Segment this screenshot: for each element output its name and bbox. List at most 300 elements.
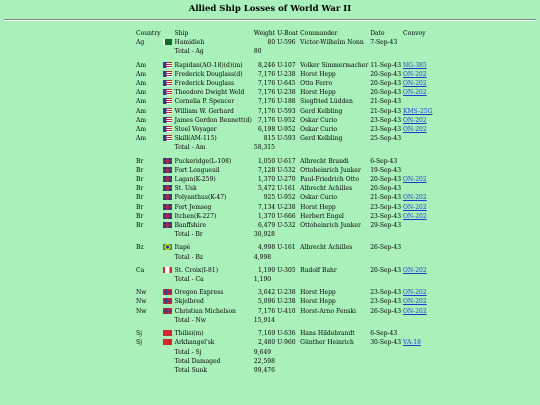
commander-name: Herbert Engel xyxy=(300,212,344,220)
uboat-id: U-410 xyxy=(277,307,296,315)
flag-cell xyxy=(162,288,174,297)
ship-weight: 7,128 xyxy=(257,166,276,174)
loss-date: 29-Sep-43 xyxy=(370,222,402,230)
ship-weight: 3,642 xyxy=(257,289,276,297)
uboat-id: U-238 xyxy=(277,203,296,211)
page-title: Allied Ship Losses of World War II xyxy=(188,4,352,14)
uboat-id: U-305 xyxy=(277,266,296,274)
table-row xyxy=(135,175,433,184)
convoy-cell[interactable] xyxy=(402,193,433,202)
total-value: 9,649 xyxy=(253,348,272,356)
total-row xyxy=(135,366,433,375)
empty-cell xyxy=(162,357,174,366)
total-label: Total - Nw xyxy=(174,316,206,324)
loss-date: 20-Sep-43 xyxy=(370,89,402,97)
convoy-link[interactable]: ON-202 xyxy=(403,307,427,315)
empty-cell xyxy=(276,366,299,375)
convoy-link[interactable]: ON-202 xyxy=(403,126,427,134)
us-flag-icon xyxy=(163,126,172,132)
country-code: Br xyxy=(136,194,144,202)
convoy-cell[interactable] xyxy=(402,338,433,347)
empty-cell xyxy=(369,275,402,284)
us-flag-icon xyxy=(163,108,172,114)
flag-cell xyxy=(162,107,174,116)
ship-weight: 925 xyxy=(263,194,276,202)
loss-date: 23-Sep-43 xyxy=(370,116,402,124)
country-code: Sj xyxy=(136,330,142,338)
flag-cell xyxy=(162,212,174,221)
country-code: Nw xyxy=(136,307,147,315)
empty-cell xyxy=(402,357,433,366)
convoy-cell xyxy=(402,157,433,166)
commander-header: Commander xyxy=(300,30,338,37)
table-row xyxy=(135,329,433,338)
convoy-cell[interactable] xyxy=(402,79,433,88)
ship-weight: 7,169 xyxy=(257,330,276,338)
total-row xyxy=(135,348,433,357)
convoy-cell xyxy=(402,329,433,338)
flag-cell xyxy=(162,338,174,347)
flag-cell xyxy=(162,221,174,230)
empty-cell xyxy=(369,316,402,325)
country-code: Br xyxy=(136,185,144,193)
ship-name: Oregon Express xyxy=(174,289,224,297)
ship-weight: 7,176 xyxy=(257,89,276,97)
ship-weight: 815 xyxy=(263,135,276,143)
flag-cell xyxy=(162,88,174,97)
country-code: Br xyxy=(136,212,144,220)
flag-cell xyxy=(162,97,174,106)
country-code: Br xyxy=(136,157,144,165)
country-code: Nw xyxy=(136,289,147,297)
soviet-flag-icon xyxy=(163,339,172,345)
empty-cell xyxy=(369,47,402,56)
uboat-id: U-188 xyxy=(277,98,296,106)
empty-cell xyxy=(369,230,402,239)
loss-date: 23-Sep-43 xyxy=(370,212,402,220)
weight-header: Weight xyxy=(253,30,276,37)
total-label: Total - Br xyxy=(174,231,203,239)
total-row xyxy=(135,357,433,366)
country-code: Am xyxy=(136,107,147,115)
total-row xyxy=(135,275,433,284)
convoy-cell xyxy=(402,134,433,143)
commander-name: Günther Heinrich xyxy=(300,339,354,347)
convoy-cell[interactable] xyxy=(402,88,433,97)
empty-cell xyxy=(276,316,299,325)
table-row xyxy=(135,79,433,88)
convoy-cell[interactable] xyxy=(402,307,433,316)
empty-cell xyxy=(369,348,402,357)
empty-cell xyxy=(276,230,299,239)
uboat-id: U-666 xyxy=(277,212,296,220)
convoy-link[interactable]: ON-202 xyxy=(403,194,427,202)
convoy-cell[interactable] xyxy=(402,175,433,184)
uboat-header: U-Boat xyxy=(277,30,299,37)
uboat-id: U-238 xyxy=(277,289,296,297)
divider xyxy=(4,19,536,21)
total-label: Total Sunk xyxy=(174,366,208,374)
loss-date: 21-Sep-43 xyxy=(370,194,402,202)
us-flag-icon xyxy=(163,117,172,123)
loss-date: 20-Sep-43 xyxy=(370,80,402,88)
empty-cell xyxy=(135,230,162,239)
ship-weight: 6,198 xyxy=(257,126,276,134)
commander-name: Albrecht Achilles xyxy=(300,244,353,252)
country-header: Country xyxy=(136,30,161,37)
loss-date: 30-Sep-43 xyxy=(370,339,402,347)
convoy-link[interactable]: ON-202 xyxy=(403,212,427,220)
convoy-cell[interactable] xyxy=(402,212,433,221)
empty-cell xyxy=(276,357,299,366)
total-value: 58,315 xyxy=(253,144,275,152)
empty-cell xyxy=(162,366,174,375)
convoy-link[interactable]: ON-202 xyxy=(403,116,427,124)
ship-weight: 7,176 xyxy=(257,80,276,88)
total-value: 80 xyxy=(253,48,262,56)
ship-name: Skjelbred xyxy=(174,298,204,306)
empty-cell xyxy=(135,253,162,262)
loss-date: 20-Sep-43 xyxy=(370,185,402,193)
convoy-link[interactable]: ON-202 xyxy=(403,70,427,78)
empty-cell xyxy=(135,366,162,375)
uk-flag-icon xyxy=(163,176,172,182)
convoy-link[interactable]: ON-202 xyxy=(403,298,427,306)
flag-cell xyxy=(162,175,174,184)
uboat-id: U-238 xyxy=(277,70,296,78)
loss-date: 23-Sep-43 xyxy=(370,203,402,211)
uk-flag-icon xyxy=(163,213,172,219)
empty-cell xyxy=(299,316,369,325)
commander-name: Hans Hildebrandt xyxy=(300,330,355,338)
flag-cell xyxy=(162,134,174,143)
date-header: Date xyxy=(370,30,385,37)
empty-cell xyxy=(135,348,162,357)
convoy-cell[interactable] xyxy=(402,266,433,275)
empty-cell xyxy=(276,143,299,152)
table-row xyxy=(135,212,433,221)
convoy-link[interactable]: NG-385 xyxy=(403,61,427,69)
uk-flag-icon xyxy=(163,194,172,200)
convoy-link[interactable]: ON-202 xyxy=(403,289,427,297)
flag-cell xyxy=(162,297,174,306)
flag-cell xyxy=(162,157,174,166)
commander-name: Gerd Kelbling xyxy=(300,107,343,115)
convoy-link[interactable]: ON-202 xyxy=(403,80,427,88)
ship-weight: 7,134 xyxy=(257,203,276,211)
uk-flag-icon xyxy=(163,185,172,191)
flag-cell xyxy=(162,61,174,70)
uboat-id: U-270 xyxy=(277,176,296,184)
commander-name: Horst Hepp xyxy=(300,89,336,97)
us-flag-icon xyxy=(163,62,172,68)
total-row xyxy=(135,253,433,262)
empty-cell xyxy=(402,230,433,239)
ship-name: William W. Gerhard xyxy=(174,107,234,115)
empty-cell xyxy=(299,253,369,262)
table-row xyxy=(135,184,433,193)
ship-weight: 8,246 xyxy=(257,61,276,69)
us-flag-icon xyxy=(163,135,172,141)
loss-date: 6-Sep-43 xyxy=(370,157,398,165)
norway-flag-icon xyxy=(163,298,172,304)
ship-name: Lagan(K-259) xyxy=(174,176,216,184)
country-code: Br xyxy=(136,222,144,230)
soviet-flag-icon xyxy=(163,330,172,336)
header-row xyxy=(135,29,433,38)
ship-weight: 7,176 xyxy=(257,70,276,78)
uboat-id: U-645 xyxy=(277,80,296,88)
loss-date: 7-Sep-43 xyxy=(370,39,398,47)
convoy-cell xyxy=(402,166,433,175)
empty-cell xyxy=(276,47,299,56)
total-label: Total - Bz xyxy=(174,253,204,261)
empty-cell xyxy=(299,366,369,375)
ship-name: St. Usk xyxy=(174,185,197,193)
norway-flag-icon xyxy=(163,289,172,295)
uboat-id: U-593 xyxy=(277,107,296,115)
table-row xyxy=(135,116,433,125)
country-code: Am xyxy=(136,126,147,134)
country-code: Am xyxy=(136,98,147,106)
commander-name: Volker Simmermacher xyxy=(300,61,369,69)
convoy-cell[interactable] xyxy=(402,70,433,79)
table-row xyxy=(135,134,433,143)
ship-weight: 4,998 xyxy=(257,244,276,252)
commander-name: Rudolf Bahr xyxy=(300,266,337,274)
ship-weight: 5,472 xyxy=(257,185,276,193)
us-flag-icon xyxy=(163,71,172,77)
ship-weight: 1,370 xyxy=(257,176,276,184)
ship-name: Fort Longueuil xyxy=(174,166,220,174)
table-row xyxy=(135,221,433,230)
convoy-cell[interactable] xyxy=(402,203,433,212)
convoy-cell[interactable] xyxy=(402,297,433,306)
convoy-link[interactable]: ON-202 xyxy=(403,89,427,97)
ship-name: Theodore Dwight Weld xyxy=(174,89,245,97)
commander-name: Oskar Curio xyxy=(300,126,338,134)
uboat-id: U-161 xyxy=(277,244,296,252)
total-label: Total - Ca xyxy=(174,276,204,284)
ship-weight: 5,096 xyxy=(257,298,276,306)
empty-cell xyxy=(162,253,174,262)
table-row xyxy=(135,107,433,116)
uboat-id: U-596 xyxy=(277,39,296,47)
empty-cell xyxy=(402,348,433,357)
total-value: 4,998 xyxy=(253,253,272,261)
country-code: Am xyxy=(136,135,147,143)
country-code: Am xyxy=(136,70,147,78)
convoy-cell[interactable] xyxy=(402,125,433,134)
country-code: Ag xyxy=(136,39,145,47)
brazil-flag-icon xyxy=(163,244,172,250)
uboat-id: U-617 xyxy=(277,157,296,165)
empty-cell xyxy=(162,316,174,325)
empty-cell xyxy=(402,253,433,262)
loss-date: 25-Sep-43 xyxy=(370,135,402,143)
convoy-link[interactable]: KMS-25G xyxy=(403,107,433,115)
commander-name: Horst-Arno Fenski xyxy=(300,307,356,315)
empty-cell xyxy=(135,316,162,325)
flag-cell xyxy=(162,203,174,212)
ship-name: Polyanthus(K-47) xyxy=(174,194,227,202)
commander-name: Horst Hepp xyxy=(300,298,336,306)
commander-name: Siegfried Lüdden xyxy=(300,98,353,106)
country-code: Am xyxy=(136,116,147,124)
ship-name: Cornelia P. Spencer xyxy=(174,98,235,106)
uboat-id: U-107 xyxy=(277,61,296,69)
empty-cell xyxy=(276,348,299,357)
convoy-cell xyxy=(402,221,433,230)
flag-cell xyxy=(162,193,174,202)
empty-cell xyxy=(402,366,433,375)
convoy-cell xyxy=(402,38,433,47)
commander-name: Albrecht Brandi xyxy=(300,157,349,165)
uboat-id: U-636 xyxy=(277,330,296,338)
total-value: 99,476 xyxy=(253,366,275,374)
empty-cell xyxy=(162,348,174,357)
convoy-header: Convoy xyxy=(403,30,426,37)
flag-cell xyxy=(162,307,174,316)
table-row xyxy=(135,166,433,175)
table-row xyxy=(135,288,433,297)
convoy-cell xyxy=(402,184,433,193)
table-row xyxy=(135,266,433,275)
loss-date: 20-Sep-43 xyxy=(370,176,402,184)
empty-cell xyxy=(276,275,299,284)
commander-name: Albrecht Achilles xyxy=(300,185,353,193)
ship-name: Skill(AM-115) xyxy=(174,135,217,143)
ship-weight: 80 xyxy=(267,39,276,47)
loss-date: 23-Sep-43 xyxy=(370,126,402,134)
empty-cell xyxy=(299,47,369,56)
table-row xyxy=(135,338,433,347)
convoy-link[interactable]: ON-202 xyxy=(403,176,427,184)
table-row xyxy=(135,97,433,106)
empty-cell xyxy=(299,348,369,357)
loss-date: 23-Sep-43 xyxy=(370,298,402,306)
empty-cell xyxy=(135,143,162,152)
commander-name: Otto Ferro xyxy=(300,80,333,88)
flag-cell xyxy=(162,243,174,252)
empty-cell xyxy=(299,357,369,366)
convoy-link[interactable]: ON-202 xyxy=(403,203,427,211)
convoy-cell[interactable] xyxy=(402,107,433,116)
uboat-id: U-960 xyxy=(277,339,296,347)
convoy-cell xyxy=(402,243,433,252)
table-row xyxy=(135,125,433,134)
us-flag-icon xyxy=(163,80,172,86)
ship-name: Puckeridge(L-108) xyxy=(174,157,232,165)
empty-cell xyxy=(299,143,369,152)
total-value: 30,928 xyxy=(253,231,275,239)
ship-name: Itchen(K-227) xyxy=(174,212,217,220)
country-code: Am xyxy=(136,80,147,88)
ship-name: James Gordon Bennett(d) xyxy=(174,116,252,124)
convoy-link[interactable]: VA-18 xyxy=(403,339,421,347)
empty-cell xyxy=(135,47,162,56)
loss-date: 23-Sep-43 xyxy=(370,289,402,297)
empty-cell xyxy=(402,143,433,152)
empty-cell xyxy=(299,275,369,284)
empty-cell xyxy=(369,357,402,366)
total-value: 1,190 xyxy=(253,276,272,284)
norway-flag-icon xyxy=(163,308,172,314)
ship-name: St. Croix(I-81) xyxy=(174,266,219,274)
commander-name: Horst Hepp xyxy=(300,70,336,78)
table-row xyxy=(135,88,433,97)
total-row xyxy=(135,230,433,239)
uboat-id: U-238 xyxy=(277,298,296,306)
flag-cell xyxy=(162,38,174,47)
empty-cell xyxy=(402,275,433,284)
ship-name: Tbilisi(m) xyxy=(174,330,204,338)
flag-cell xyxy=(162,116,174,125)
total-label: Total Damaged xyxy=(174,357,221,365)
us-flag-icon xyxy=(163,89,172,95)
total-label: Total - Sj xyxy=(174,348,202,356)
loss-date: 11-Sep-43 xyxy=(370,61,402,69)
flag-cell xyxy=(162,70,174,79)
total-value: 22,598 xyxy=(253,357,275,365)
ship-weight: 1,050 xyxy=(257,157,276,165)
country-code: Bz xyxy=(136,244,144,252)
ship-weight: 7,176 xyxy=(257,307,276,315)
empty-cell xyxy=(369,253,402,262)
pakistan-flag-icon xyxy=(163,39,172,45)
ship-name: Hamidieh xyxy=(174,39,205,47)
country-code: Br xyxy=(136,166,144,174)
flag-cell xyxy=(162,266,174,275)
ship-losses-table xyxy=(135,29,433,375)
ship-name: Banffshire xyxy=(174,222,207,230)
ship-name: Christian Michelson xyxy=(174,307,236,315)
country-code: Am xyxy=(136,61,147,69)
convoy-cell[interactable] xyxy=(402,116,433,125)
commander-name: Gerd Kelbling xyxy=(300,135,343,143)
convoy-cell[interactable] xyxy=(402,288,433,297)
loss-date: 26-Sep-43 xyxy=(370,307,402,315)
uk-flag-icon xyxy=(163,204,172,210)
empty-cell xyxy=(162,47,174,56)
table-row xyxy=(135,70,433,79)
convoy-cell xyxy=(402,97,433,106)
empty-cell xyxy=(402,47,433,56)
loss-date: 19-Sep-43 xyxy=(370,166,402,174)
us-flag-icon xyxy=(163,98,172,104)
canada-flag-icon xyxy=(163,267,172,273)
ship-name: Fort Jemseg xyxy=(174,203,212,211)
uboat-id: U-532 xyxy=(277,166,296,174)
commander-name: Oskar Curio xyxy=(300,194,338,202)
convoy-link[interactable]: ON-202 xyxy=(403,266,427,274)
ship-header: Ship xyxy=(174,30,189,37)
empty-cell xyxy=(135,357,162,366)
empty-cell xyxy=(299,230,369,239)
table-row xyxy=(135,193,433,202)
empty-cell xyxy=(162,143,174,152)
ship-weight: 7,176 xyxy=(257,107,276,115)
table-row xyxy=(135,203,433,212)
empty-cell xyxy=(135,275,162,284)
uboat-id: U-952 xyxy=(277,126,296,134)
total-row xyxy=(135,143,433,152)
ship-name: Steel Voyager xyxy=(174,126,217,134)
table-row xyxy=(135,38,433,47)
convoy-cell[interactable] xyxy=(402,61,433,70)
country-code: Sj xyxy=(136,339,142,347)
uk-flag-icon xyxy=(163,167,172,173)
